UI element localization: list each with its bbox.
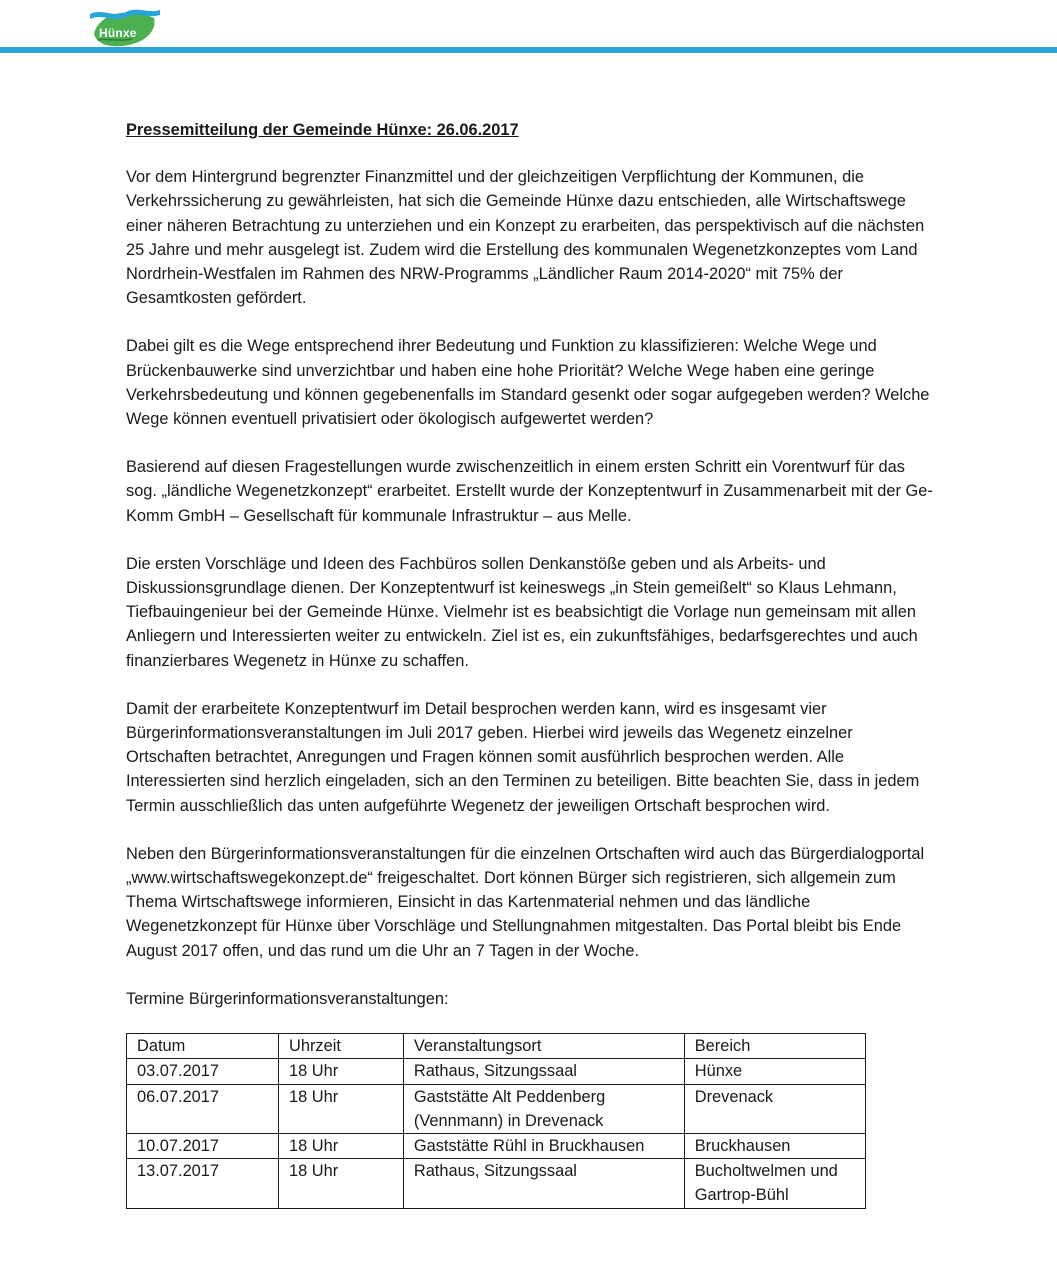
header-rule bbox=[0, 47, 1057, 53]
paragraph: Neben den Bürgerinformationsveranstaltungen für die einzelnen Ortschaften wird auch das Bürgerdialogportal „www.wirtschaftswegekonzept.de“ freigeschaltet. Dort können Bürger sich registrieren, sich allgemein zum Thema Wirtschaftswege informieren, Einsicht in das Kartenmaterial nehmen und das ländliche Wegenetzkonzept für Hünxe über Vorschläge und Stellungnahmen mitgestalten. Das Portal bleibt bis Ende August 2017 offen, und das rund um die Uhr an 7 Tagen in der Woche. bbox=[126, 844, 925, 960]
table-row bbox=[127, 1159, 866, 1208]
table-cell: Bucholtwelmen und Gartrop-Bühl bbox=[684, 1159, 865, 1208]
paragraph: Dabei gilt es die Wege entsprechend ihrer Bedeutung und Funktion zu klassifizieren: Welche Wege und Brückenbauwerke sind unverzichtbar und haben eine hohe Priorität? Welche Wege haben eine geringe Verkehrsbedeutung und können gegebenenfalls im Standard gesenkt oder sogar aufgegeben werden? Welche Wege können eventuell privatisiert oder ökologisch aufgewertet werden? bbox=[126, 337, 930, 429]
events-table bbox=[126, 1033, 866, 1208]
table-cell: 13.07.2017 bbox=[127, 1159, 279, 1208]
paragraph: Die ersten Vorschläge und Ideen des Fachbüros sollen Denkanstöße geben und als Arbeits- und Diskussionsgrundlage dienen. Der Konzeptentwurf ist keineswegs „in Stein gemeißelt“ so Klaus Lehmann, Tiefbauingenieur bei der Gemeinde Hünxe. Vielmehr ist es beabsichtigt die Vorlage nun gemeinsam mit allen Anliegern und Interessierten weiter zu entwickeln. Ziel ist es, ein zukunftsfähiges, bedarfsgerechtes und auch finanzierbares Wegenetz in Hünxe zu schaffen. bbox=[126, 554, 918, 670]
table-row bbox=[127, 1133, 866, 1158]
column-header: Uhrzeit bbox=[279, 1034, 404, 1059]
column-header: Datum bbox=[127, 1034, 279, 1059]
table-cell: Drevenack bbox=[684, 1084, 865, 1133]
table-cell: 06.07.2017 bbox=[127, 1084, 279, 1133]
table-header-row bbox=[127, 1034, 866, 1059]
column-header: Bereich bbox=[684, 1034, 865, 1059]
page-header bbox=[0, 0, 1057, 56]
table-cell: 18 Uhr bbox=[279, 1159, 404, 1208]
table-caption: Termine Bürgerinformationsveranstaltungen: bbox=[126, 989, 449, 1008]
table-cell: 18 Uhr bbox=[279, 1133, 404, 1158]
table-cell: Gaststätte Alt Peddenberg (Vennmann) in Drevenack bbox=[403, 1084, 684, 1133]
logo-text: Hünxe bbox=[99, 26, 137, 40]
table-cell: Gaststätte Rühl in Bruckhausen bbox=[403, 1133, 684, 1158]
table-cell: Rathaus, Sitzungssaal bbox=[403, 1059, 684, 1084]
document-body bbox=[126, 118, 936, 1209]
table-cell: Hünxe bbox=[684, 1059, 865, 1084]
document-title: Pressemitteilung der Gemeinde Hünxe: 26.06.2017 bbox=[126, 121, 519, 139]
table-row bbox=[127, 1059, 866, 1084]
column-header: Veranstaltungsort bbox=[403, 1034, 684, 1059]
paragraph: Damit der erarbeitete Konzeptentwurf im Detail besprochen werden kann, wird es insgesamt vier Bürgerinformationsveranstaltungen im Juli 2017 geben. Hierbei wird jeweils das Wegenetz einzelner Ortschaften betrachtet, Anregungen und Fragen können somit ausführlich besprochen werden. Alle Interessierten sind herzlich eingeladen, sich an den Terminen zu beteiligen. Bitte beachten Sie, dass in jedem Termin ausschließlich das unten aufgeführte Wegenetz der jeweiligen Ortschaft besprochen wird. bbox=[126, 699, 920, 815]
paragraph: Basierend auf diesen Fragestellungen wurde zwischenzeitlich in einem ersten Schritt ein Vorentwurf für das sog. „ländliche Wegenetzkonzept“ erarbeitet. Erstellt wurde der Konzeptentwurf in Zusammenarbeit mit der Ge-Komm GmbH – Gesellschaft für kommunale Infrastruktur – aus Melle. bbox=[126, 458, 933, 525]
table-cell: 03.07.2017 bbox=[127, 1059, 279, 1084]
table-cell: Rathaus, Sitzungssaal bbox=[403, 1159, 684, 1208]
table-cell: Bruckhausen bbox=[684, 1133, 865, 1158]
paragraph: Vor dem Hintergrund begrenzter Finanzmittel und der gleichzeitigen Verpflichtung der Kommunen, die Verkehrssicherung zu gewährleisten, hat sich die Gemeinde Hünxe dazu entschieden, alle Wirtschaftswege einer näheren Betrachtung zu unterziehen und ein Konzept zu erarbeiten, das perspektivisch auf die nächsten 25 Jahre und mehr ausgelegt ist. Zudem wird die Erstellung des kommunalen Wegenetzkonzeptes vom Land Nordrhein-Westfalen im Rahmen des NRW-Programms „Ländlicher Raum 2014-2020“ mit 75% der Gesamtkosten gefördert. bbox=[126, 168, 925, 308]
table-cell: 18 Uhr bbox=[279, 1084, 404, 1133]
table-cell: 18 Uhr bbox=[279, 1059, 404, 1084]
table-row bbox=[127, 1084, 866, 1133]
table-cell: 10.07.2017 bbox=[127, 1133, 279, 1158]
